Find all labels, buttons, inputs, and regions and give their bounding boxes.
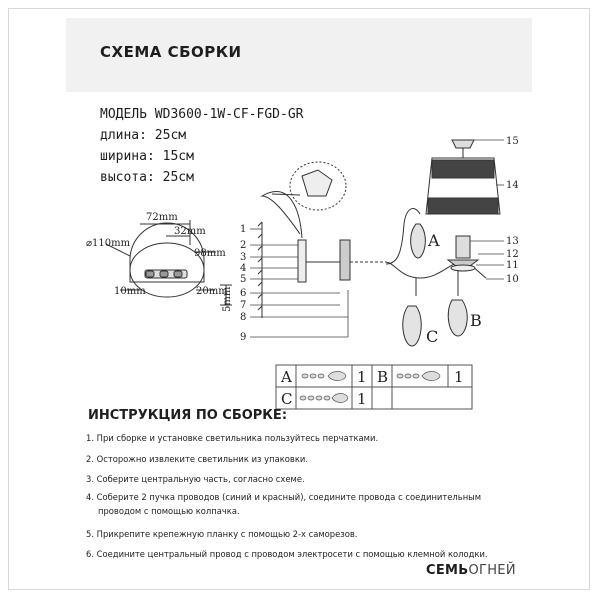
model-line: МОДЕЛЬ WD3600-1W-CF-FGD-GR — [100, 107, 304, 122]
table-qty-b: 1 — [454, 368, 464, 386]
pendant-letter-a: A — [428, 231, 440, 250]
brand-part-2: ОГНЕЙ — [468, 563, 516, 578]
instruction-step: 5. Прикрепите крепежную планку с помощью 2-х саморезов. — [86, 528, 358, 539]
brand-logo — [426, 563, 516, 578]
part-number-3: 3 — [240, 252, 247, 263]
dim-72: 72mm — [146, 212, 178, 223]
lamp-fixture — [385, 140, 500, 346]
table-letter-a: A — [281, 368, 292, 386]
table-letter-b: B — [377, 368, 389, 386]
wall-bracket — [258, 192, 385, 318]
instruction-step: 6. Соедините центральный провод с проводом электросети с помощью клемной колодки. — [86, 549, 488, 560]
dim-10: 10mm — [114, 286, 146, 297]
dim-32: 32mm — [174, 226, 206, 237]
part-numbers-right — [506, 136, 519, 285]
instruction-step: 3. Соберите центральную часть, согласно схеме. — [86, 474, 305, 485]
part-number-14: 14 — [506, 180, 519, 191]
part-number-5: 5 — [240, 274, 247, 285]
length-spec: длина: 25см — [100, 128, 187, 143]
dim-110: ⌀110mm — [86, 238, 131, 249]
part-number-6: 6 — [240, 288, 247, 299]
part-number-9: 9 — [240, 332, 247, 343]
dim-20: 20mm — [196, 286, 228, 297]
part-number-7: 7 — [240, 300, 247, 311]
part-number-15: 15 — [506, 136, 519, 147]
part-number-8: 8 — [240, 312, 247, 323]
instructions-list — [86, 428, 546, 565]
instruction-step-continuation: проводом с помощью колпачка. — [98, 505, 240, 516]
parts-table — [276, 365, 472, 409]
height-spec: высота: 25см — [100, 170, 194, 185]
part-number-11: 11 — [506, 260, 519, 271]
instruction-step: 2. Осторожно извлеките светильник из упаковки. — [86, 453, 308, 464]
part-number-2: 2 — [240, 240, 247, 251]
part-number-12: 12 — [506, 249, 519, 260]
instruction-step: 4. Соберите 2 пучка проводов (синий и красный), соедините провода с соединительным — [86, 491, 482, 502]
detail-magnifier — [272, 162, 346, 210]
instructions-title: ИНСТРУКЦИЯ ПО СБОРКЕ: — [88, 408, 288, 423]
page-title: СХЕМА СБОРКИ — [100, 43, 242, 61]
part-number-10: 10 — [506, 274, 519, 285]
table-qty-a: 1 — [357, 368, 367, 386]
dim-98: 98mm — [194, 248, 226, 259]
part-numbers-left — [240, 224, 246, 343]
part-number-4: 4 — [240, 263, 247, 274]
part-number-13: 13 — [506, 236, 519, 247]
instruction-step: 1. При сборке и установке светильника пользуйтесь перчатками. — [86, 433, 379, 443]
table-letter-c: C — [281, 390, 293, 408]
dim-5: 5mm — [222, 286, 233, 312]
table-qty-c: 1 — [357, 390, 367, 408]
pendant-letter-c: C — [426, 327, 439, 346]
pendant-letter-b: B — [470, 311, 482, 330]
brand-part-1: СЕМЬ — [426, 563, 469, 578]
width-spec: ширина: 15см — [100, 149, 194, 164]
part-number-1: 1 — [240, 224, 247, 235]
